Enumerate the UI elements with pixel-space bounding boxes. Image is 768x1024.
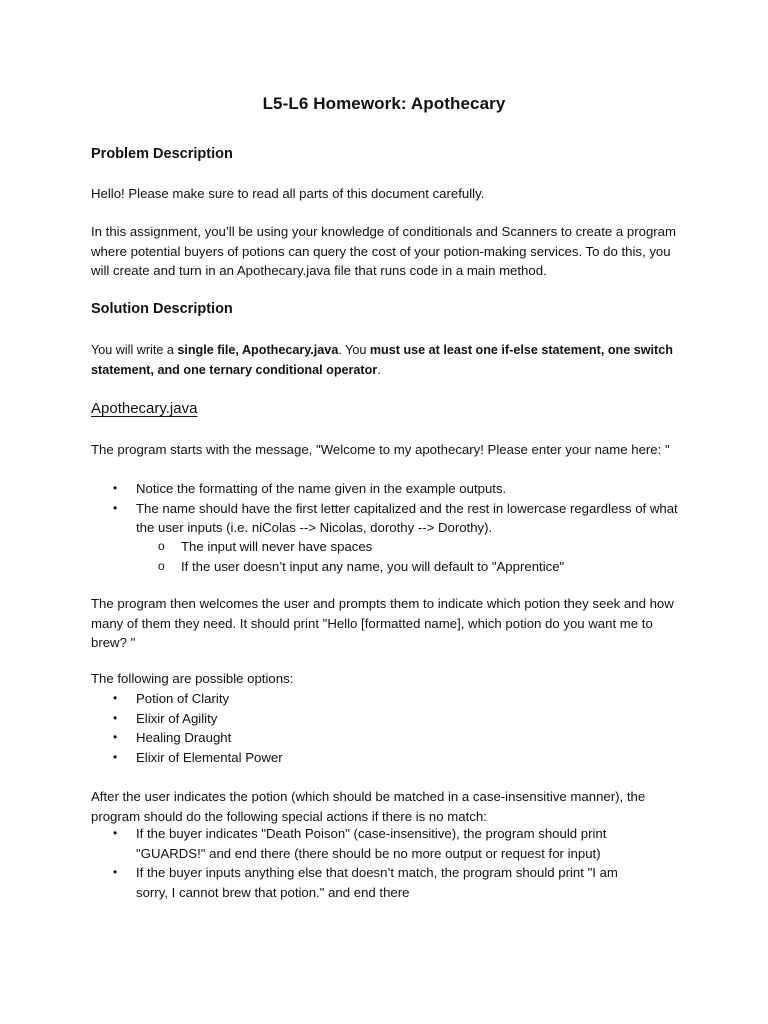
special-actions-list xyxy=(91,824,651,902)
list-item xyxy=(91,824,651,863)
solution-text-c: . You xyxy=(338,343,370,357)
solution-heading: Solution Description xyxy=(91,301,233,317)
document-title: L5-L6 Homework: Apothecary xyxy=(262,94,506,113)
solution-text-e: . xyxy=(377,362,381,377)
name-rules-list xyxy=(91,479,691,538)
solution-text-a: You will write a xyxy=(91,343,178,357)
solution-text-requirements: must use at least one if-else statement, one switch statement, and one ternary conditional operator xyxy=(91,343,673,377)
list-item xyxy=(91,863,651,902)
welcome-paragraph: The program then welcomes the user and prompts them to indicate which potion they seek and how many of them they need. It should print "Hello [formatted name], which potion do you want me to brew? " xyxy=(91,596,674,650)
sub-bullet-icon: o xyxy=(158,539,165,553)
list-item xyxy=(91,499,691,538)
list-item xyxy=(91,728,691,748)
bullet-icon: • xyxy=(113,730,118,744)
list-item xyxy=(91,709,691,729)
list-item xyxy=(91,557,691,577)
problem-heading: Problem Description xyxy=(91,146,233,162)
list-item-text: Elixir of Agility xyxy=(136,710,218,726)
list-item-text: Notice the formatting of the name given in the example outputs. xyxy=(136,481,507,496)
problem-paragraph-1: Hello! Please make sure to read all parts of this document carefully. xyxy=(91,186,485,201)
list-item-text: Elixir of Elemental Power xyxy=(136,749,283,765)
bullet-icon: • xyxy=(113,710,118,725)
sub-bullet-icon: o xyxy=(158,558,165,573)
list-item-text: If the buyer indicates "Death Poison" (case-insensitive), the program should print "GUARDS!" and end there (there should be no more output or request for input) xyxy=(136,826,607,861)
list-item xyxy=(91,479,691,499)
list-item xyxy=(91,537,691,557)
solution-text-file: single file, Apothecary.java xyxy=(177,343,339,357)
list-item-text: If the buyer inputs anything else that doesn’t match, the program should print "I am sorry, I cannot brew that potion." and end there xyxy=(136,865,618,900)
list-item xyxy=(91,689,691,709)
apothecary-intro: The program starts with the message, "Welcome to my apothecary! Please enter your name here: " xyxy=(91,442,670,457)
bullet-icon: • xyxy=(113,481,118,495)
list-item-text: Healing Draught xyxy=(136,730,232,745)
options-intro: The following are possible options: xyxy=(91,671,294,686)
list-item-text: If the user doesn’t input any name, you will default to "Apprentice" xyxy=(181,558,565,574)
problem-paragraph-2: In this assignment, you’ll be using your knowledge of conditionals and Scanners to create a program where potential buyers of potions can query the cost of your potion-making services. To do this, you will create and turn in an Apothecary.java file that runs code in a main method. xyxy=(91,224,676,278)
bullet-icon: • xyxy=(113,691,118,705)
list-item-text: Potion of Clarity xyxy=(136,691,230,706)
name-rules-sublist xyxy=(91,537,691,576)
bullet-icon: • xyxy=(113,865,118,879)
bullet-icon: • xyxy=(113,826,118,840)
bullet-icon: • xyxy=(113,749,118,764)
after-paragraph: After the user indicates the potion (which should be matched in a case-insensitive manner), the program should do the following special actions if there is no match: xyxy=(91,789,646,824)
list-item-text: The name should have the first letter capitalized and the rest in lowercase regardless of what the user inputs (i.e. niColas --> Nicolas, dorothy --> Dorothy). xyxy=(136,500,678,535)
list-item xyxy=(91,748,691,768)
list-item-text: The input will never have spaces xyxy=(181,539,373,554)
apothecary-heading: Apothecary.java xyxy=(91,400,198,417)
bullet-icon: • xyxy=(113,500,118,515)
potion-options-list xyxy=(91,689,691,767)
solution-paragraph xyxy=(91,341,681,380)
